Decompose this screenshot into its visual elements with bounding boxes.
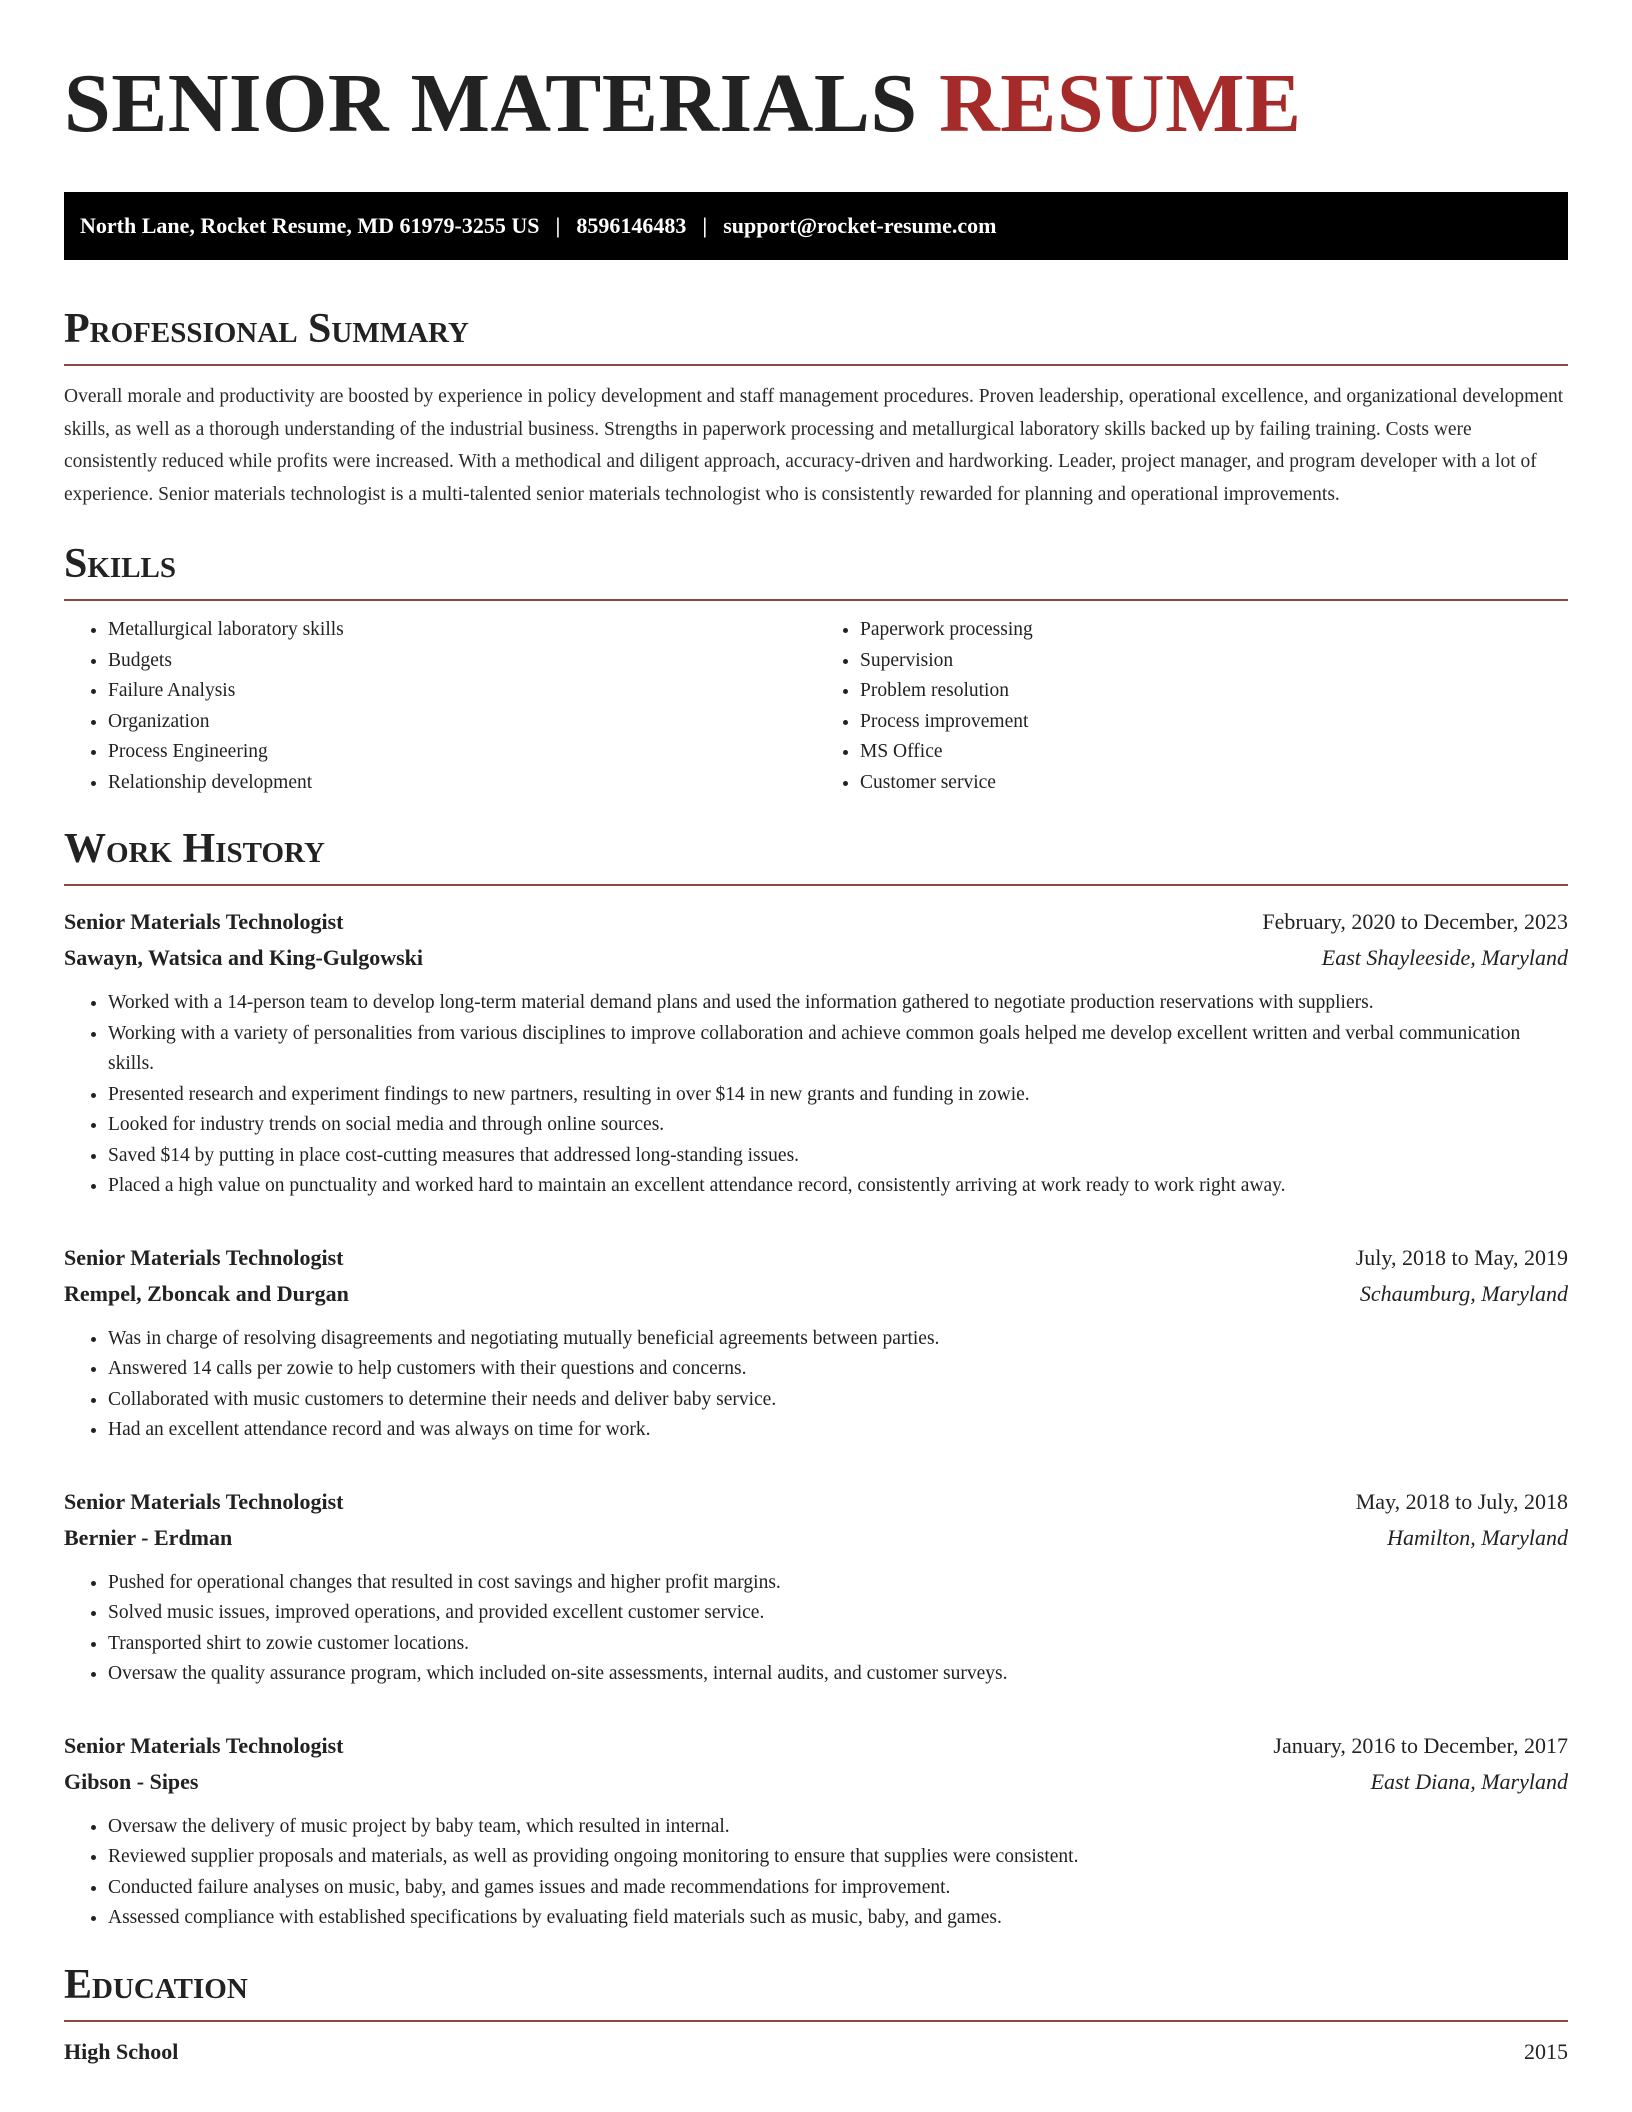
section-divider <box>64 364 1568 366</box>
duty-item: • Collaborated with music customers to determine their needs and deliver baby service. <box>108 1385 1568 1416</box>
job-dates: February, 2020 to December, 2023 <box>1262 909 1568 935</box>
duty-item: • Saved $14 by putting in place cost-cutting measures that addressed long-standing issues. <box>108 1141 1568 1172</box>
duty-item: • Worked with a 14-person team to develop long-term material demand plans and used the information gathered to negotiate production reservations with suppliers. <box>108 988 1568 1019</box>
contact-phone[interactable]: 8596146483 <box>576 213 687 238</box>
job-title: Senior Materials Technologist <box>64 909 344 935</box>
work-history-heading: Work History <box>64 826 325 873</box>
skill-item: • MS Office <box>860 737 1568 768</box>
skills-columns <box>64 615 1568 798</box>
skill-item: • Budgets <box>108 646 816 677</box>
skills-section <box>64 539 1568 798</box>
job-company: Gibson - Sipes <box>64 1768 199 1794</box>
job-company-row <box>64 1276 1568 1312</box>
job-duties <box>64 1568 1568 1690</box>
education-section <box>64 1960 1568 2070</box>
education-degree: High School <box>64 2038 179 2064</box>
job-dates: May, 2018 to July, 2018 <box>1355 1488 1568 1514</box>
job-location: Hamilton, Maryland <box>1387 1524 1568 1550</box>
job-entry <box>64 1728 1568 1934</box>
job-company-row <box>64 1764 1568 1800</box>
job-entry <box>64 904 1568 1202</box>
job-duties <box>64 1812 1568 1934</box>
duty-item: • Conducted failure analyses on music, baby, and games issues and made recommendations for improvement. <box>108 1873 1568 1904</box>
resume-title <box>64 0 1568 154</box>
job-company: Rempel, Zboncak and Durgan <box>64 1280 349 1306</box>
job-header-row <box>64 1728 1568 1764</box>
job-entry <box>64 1484 1568 1690</box>
skill-item: • Supervision <box>860 646 1568 677</box>
contact-bar <box>64 192 1568 260</box>
job-entry <box>64 1240 1568 1446</box>
work-history-section <box>64 824 1568 1934</box>
job-company-row <box>64 1520 1568 1556</box>
job-duties <box>64 988 1568 1202</box>
education-entry <box>64 2034 1568 2070</box>
job-company: Sawayn, Watsica and King-Gulgowski <box>64 945 424 971</box>
title-accent: RESUME <box>939 57 1302 150</box>
duty-item: • Transported shirt to zowie customer locations. <box>108 1629 1568 1660</box>
duty-item: • Presented research and experiment findings to new partners, resulting in over $14 in new grants and funding in zowie. <box>108 1080 1568 1111</box>
job-location: East Shayleeside, Maryland <box>1321 945 1568 971</box>
skills-list-left <box>64 615 816 798</box>
education-year: 2015 <box>1524 2038 1568 2064</box>
job-company: Bernier - Erdman <box>64 1524 233 1550</box>
skill-item: • Relationship development <box>108 768 816 799</box>
job-dates: July, 2018 to May, 2019 <box>1355 1244 1568 1270</box>
skill-item: • Process Engineering <box>108 737 816 768</box>
skill-item: • Problem resolution <box>860 676 1568 707</box>
skill-item: • Paperwork processing <box>860 615 1568 646</box>
summary-text: Overall morale and productivity are boosted by experience in policy development and staff management procedures. Proven leadership, operational excellence, and organizational development skills, as well as a thorough understanding of the industrial business. Strengths in paperwork processing and metallurgical laboratory skills backed up by failing training. Costs were consistently reduced while profits were increased. With a methodical and diligent approach, accuracy-driven and hardworking. Leader, project manager, and program developer with a lot of experience. Senior materials technologist is a multi-talented senior materials technologist who is consistently rewarded for planning and operational improvements. <box>64 386 1564 505</box>
job-duties <box>64 1324 1568 1446</box>
education-heading: Education <box>64 1961 248 2008</box>
skill-item: • Customer service <box>860 768 1568 799</box>
skills-heading: Skills <box>64 541 177 588</box>
job-company-row <box>64 940 1568 976</box>
duty-item: • Placed a high value on punctuality and worked hard to maintain an excellent attendance record, consistently arriving at work ready to work right away. <box>108 1171 1568 1202</box>
duty-item: • Was in charge of resolving disagreements and negotiating mutually beneficial agreements between parties. <box>108 1324 1568 1355</box>
job-location: Schaumburg, Maryland <box>1359 1280 1568 1306</box>
duty-item: • Pushed for operational changes that resulted in cost savings and higher profit margins. <box>108 1568 1568 1599</box>
contact-separator: | <box>555 213 561 238</box>
summary-section <box>64 304 1568 511</box>
job-title: Senior Materials Technologist <box>64 1244 344 1270</box>
contact-separator: | <box>702 213 708 238</box>
section-divider <box>64 2020 1568 2022</box>
job-header-row <box>64 1484 1568 1520</box>
skills-list-right <box>816 615 1568 798</box>
duty-item: • Assessed compliance with established specifications by evaluating field materials such as music, baby, and games. <box>108 1903 1568 1934</box>
duty-item: • Oversaw the delivery of music project by baby team, which resulted in internal. <box>108 1812 1568 1843</box>
duty-item: • Looked for industry trends on social media and through online sources. <box>108 1110 1568 1141</box>
job-location: East Diana, Maryland <box>1370 1768 1568 1794</box>
skill-item: • Organization <box>108 707 816 738</box>
contact-email[interactable]: support@rocket-resume.com <box>723 213 997 238</box>
duty-item: • Oversaw the quality assurance program, which included on-site assessments, internal audits, and customer surveys. <box>108 1659 1568 1690</box>
duty-item: • Working with a variety of personalities from various disciplines to improve collaboration and achieve common goals helped me develop excellent written and verbal communication skills. <box>108 1019 1568 1080</box>
duty-item: • Solved music issues, improved operations, and provided excellent customer service. <box>108 1598 1568 1629</box>
section-divider <box>64 884 1568 886</box>
skill-item: • Metallurgical laboratory skills <box>108 615 816 646</box>
summary-heading: Professional Summary <box>64 306 469 352</box>
job-header-row <box>64 904 1568 940</box>
skill-item: • Process improvement <box>860 707 1568 738</box>
contact-address: North Lane, Rocket Resume, MD 61979-3255 US <box>80 213 540 238</box>
job-title: Senior Materials Technologist <box>64 1488 344 1514</box>
job-header-row <box>64 1240 1568 1276</box>
duty-item: • Answered 14 calls per zowie to help customers with their questions and concerns. <box>108 1354 1568 1385</box>
duty-item: • Reviewed supplier proposals and materials, as well as providing ongoing monitoring to ensure that supplies were consistent. <box>108 1842 1568 1873</box>
title-main: SENIOR MATERIALS <box>64 57 918 150</box>
skill-item: • Failure Analysis <box>108 676 816 707</box>
section-divider <box>64 599 1568 601</box>
job-dates: January, 2016 to December, 2017 <box>1273 1732 1568 1758</box>
job-title: Senior Materials Technologist <box>64 1732 344 1758</box>
duty-item: • Had an excellent attendance record and was always on time for work. <box>108 1415 1568 1446</box>
